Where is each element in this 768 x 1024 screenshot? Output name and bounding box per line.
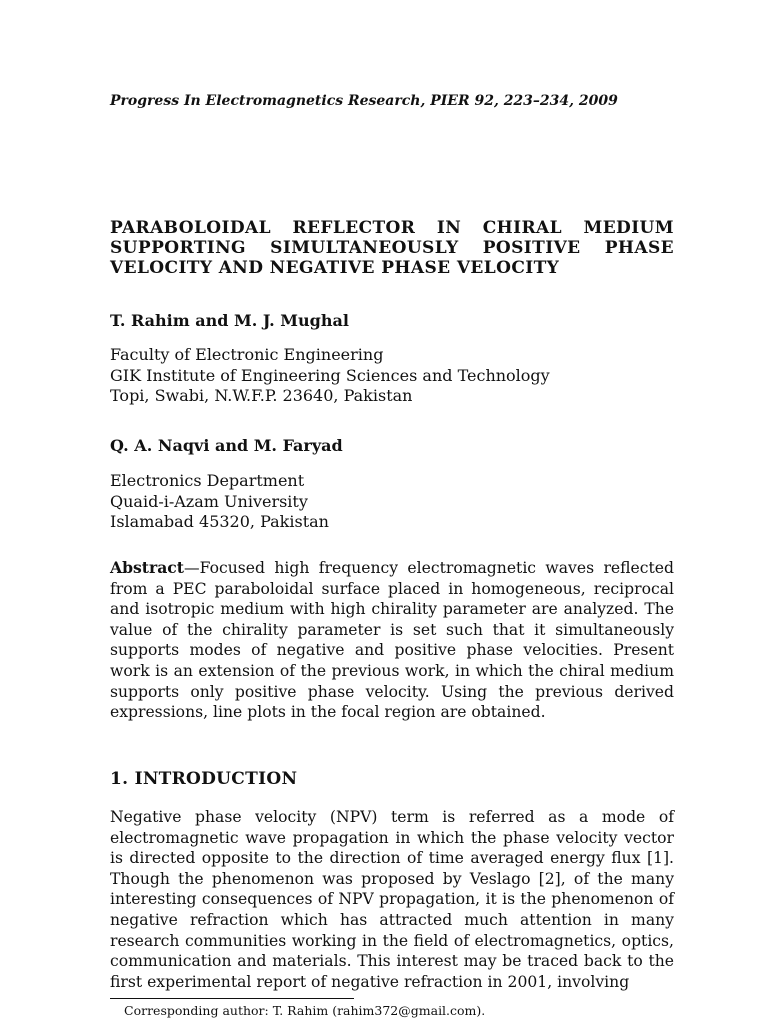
affiliation-2-line-3: Islamabad 45320, Pakistan: [110, 512, 329, 531]
introduction-text: Negative phase velocity (NPV) term is referred as a mode of electromagnetic wave propagation in which the phase velocity vector is directed opposite to the direction of time averaged energy flux [1]. Though the phenomenon was proposed by Veslago [2], of the many interesting consequences of NPV propagation, it is the phenomenon of negative refraction which has attracted much attention in many research communities working in the field of electromagnetics, optics, communication and materials. This interest may be traced back to the first experimental report of negative refraction in 2001, involving: [110, 808, 674, 991]
affiliation-1-line-3: Topi, Swabi, N.W.F.P. 23640, Pakistan: [110, 386, 413, 405]
section-heading: 1. INTRODUCTION: [110, 769, 298, 789]
affiliation-2-line-2: Quaid-i-Azam University: [110, 491, 308, 511]
author-names-2: Q. A. Naqvi and M. Faryad: [110, 436, 343, 455]
affiliation-1-line-2: GIK Institute of Engineering Sciences and Technology: [110, 365, 550, 385]
abstract: [110, 558, 674, 723]
abstract-label: Abstract: [110, 558, 185, 577]
author-names-1: T. Rahim and M. J. Mughal: [110, 311, 349, 330]
affiliation-2: [110, 471, 670, 533]
footnote: Corresponding author: T. Rahim (rahim372@gmail.com).: [124, 1003, 486, 1018]
affiliation-1-line-1: Faculty of Electronic Engineering: [110, 345, 384, 364]
journal-header: Progress In Electromagnetics Research, PIER 92, 223–234, 2009: [110, 93, 618, 109]
paper-title: PARABOLOIDAL REFLECTOR IN CHIRAL MEDIUM SUPPORTING SIMULTANEOUSLY POSITIVE PHASE VELOCITY AND NEGATIVE PHASE VELOCITY: [110, 218, 674, 278]
footnote-divider: [110, 998, 354, 999]
affiliation-1: [110, 345, 670, 407]
abstract-text: —Focused high frequency electromagnetic waves reflected from a PEC paraboloidal surface placed in homogeneous, reciprocal and isotropic medium with high chirality parameter are analyzed. The value of the chirality parameter is set such that it simultaneously supports modes of negative and positive phase velocities. Present work is an extension of the previous work, in which the chiral medium supports only positive phase velocity. Using the previous derived expressions, line plots in the focal region are obtained.: [110, 559, 674, 722]
affiliation-2-line-1: Electronics Department: [110, 471, 305, 490]
